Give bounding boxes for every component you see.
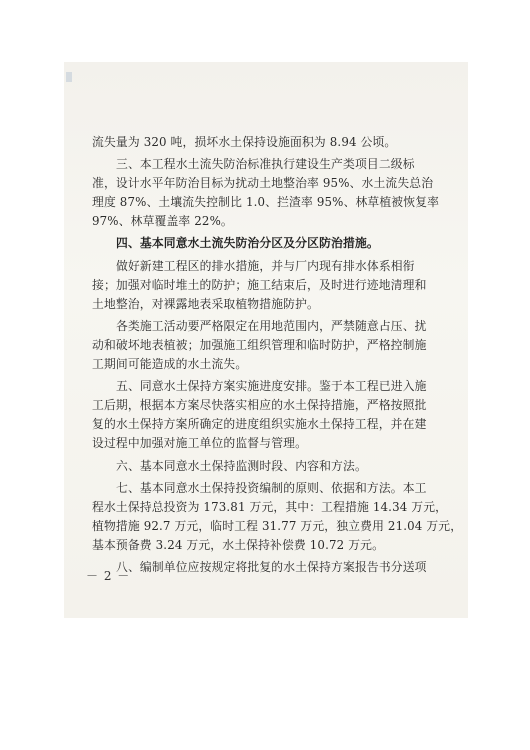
text-line-12: 工期间可能造成的水土流失。 [92, 357, 248, 372]
text-line-22: 八、编制单位应按规定将批复的水土保持方案报告书分送项 [116, 559, 427, 574]
text-line-3: 准，设计水平年防治目标为扰动土地整治率 95%、水土流失总治 [92, 176, 434, 191]
scan-edge-mark [66, 72, 72, 82]
text-line-19: 程水土保持总投资为 173.81 万元，其中：工程措施 14.34 万元， [92, 499, 448, 514]
text-line-13: 五、同意水土保持方案实施进度安排。鉴于本工程已进入施 [116, 379, 427, 394]
text-line-16: 设过程中加强对施工单位的监督与管理。 [92, 436, 308, 451]
text-line-2: 三、本工程水土流失防治标准执行建设生产类项目二级标 [116, 157, 415, 172]
text-line-9: 土地整治，对裸露地表采取植物措施防护。 [92, 296, 319, 311]
text-line-17: 六、基本同意水土保持监测时段、内容和方法。 [116, 458, 367, 473]
text-line-15: 复的水土保持方案所确定的进度组织实施水土保持工程，并在建 [92, 417, 427, 432]
text-line-7: 做好新建工程区的排水措施，并与厂内现有排水体系相衔 [116, 258, 415, 273]
text-line-20: 植物措施 92.7 万元，临时工程 31.77 万元，独立费用 21.04 万元， [92, 518, 463, 533]
document-body [92, 133, 463, 577]
text-line-4: 理度 87%、土壤流失控制比 1.0、拦渣率 95%、林草植被恢复率 [92, 195, 440, 210]
page-number: － 2 － [86, 569, 131, 583]
text-line-21: 基本预备费 3.24 万元，水土保持补偿费 10.72 万元。 [92, 537, 385, 552]
text-line-10: 各类施工活动要严格限定在用地范围内，严禁随意占压、扰 [116, 318, 427, 333]
scanned-page [64, 62, 468, 618]
text-line-1: 流失量为 320 吨，损坏水土保持设施面积为 8.94 公顷。 [92, 135, 397, 149]
text-line-11: 动和破坏地表植被；加强施工组织管理和临时防护，严格控制施 [92, 337, 427, 352]
text-line-5: 97%、林草覆盖率 22%。 [92, 214, 233, 229]
section-heading-4: 四、基本同意水土流失防治分区及分区防治措施。 [116, 236, 379, 251]
text-line-8: 接；加强对临时堆土的防护；施工结束后，及时进行迹地清理和 [92, 277, 427, 292]
text-line-18: 七、基本同意水土保持投资编制的原则、依据和方法。本工 [116, 480, 427, 495]
text-line-14: 工后期，根据本方案尽快落实相应的水土保持措施，严格按照批 [92, 398, 427, 413]
